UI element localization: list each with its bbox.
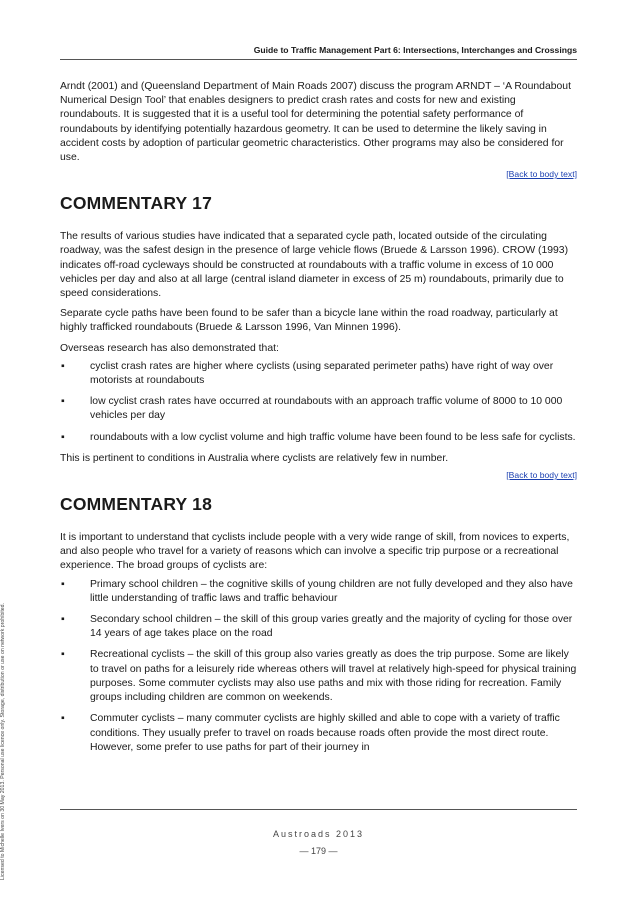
running-header: Guide to Traffic Management Part 6: Intersections, Interchanges and Crossings: [253, 45, 577, 55]
back-to-body-link[interactable]: [Back to body text]: [506, 169, 577, 180]
list-item: ▪ cyclist crash rates are higher where cyclists (using separated perimeter paths) have right of way over motorists at roundabouts: [61, 360, 554, 387]
commentary-17-paragraph-1: The results of various studies have indicated that a separated cycle path, located outside of the circulating roadway, was the safest design in the presence of large vehicle flows (Bruede & Larsson 1996). CROW (1993) indicates off-road cycleways should be constructed at roundabouts with a traffic volume in excess of 10 000 vehicles per day and also at all large (central island diameter in excess of 25 m) roundabouts, primarily due to speed considerations.: [60, 231, 569, 300]
list-item: ▪ low cyclist crash rates have occurred at roundabouts with an approach traffic volume of 8000 to 10 000 vehicles per day: [61, 396, 563, 422]
bullet-icon: ▪: [61, 614, 65, 626]
commentary-18-heading: COMMENTARY 18: [60, 494, 213, 515]
commentary-17-paragraph-4: This is pertinent to conditions in Australia where cyclists are relatively few in number.: [60, 452, 449, 464]
bullet-icon: ▪: [61, 396, 65, 408]
list-item: ▪ Primary school children – the cognitive skills of young children are not fully developed and they also have little understanding of traffic laws and traffic behaviour: [61, 578, 573, 604]
commentary-17-paragraph-2: Separate cycle paths have been found to be safer than a bicycle lane within the road roadway, particularly at highly trafficked roundabouts (Bruede & Larsson 1996, Van Minnen 1996).: [60, 308, 558, 334]
list-item: ▪ Secondary school children – the skill of this group varies greatly and the majority of cycling for those over 14 years of age takes place on the road: [61, 614, 573, 640]
back-link-container-2: [60, 470, 577, 480]
list-item: ▪ roundabouts with a low cyclist volume and high traffic volume have been found to be less safe for cyclists.: [60, 431, 577, 445]
list-item: ▪ Recreational cyclists – the skill of this group also varies greatly as does the trip purpose. Some are likely to travel on paths for a leisurely ride whereas others will travel at relatively high-speed for physical training purposes. Some commuter cyclists may also use paths and mix with those riding for recreation. Family groups including children are common on weekends.: [61, 649, 577, 704]
bullet-icon: ▪: [61, 431, 65, 443]
bullet-icon: ▪: [61, 713, 65, 725]
commentary-17-heading: COMMENTARY 17: [60, 193, 213, 214]
bullet-icon: ▪: [61, 578, 65, 590]
intro-paragraph: Arndt (2001) and (Queensland Department of Main Roads 2007) discuss the program ARNDT – ‘A Roundabout Numerical Design Tool’ that enables designers to predict crash rates and costs for new and existing roundabouts. It is suggested that it is a useful tool for determining the potential safety performance of roundabouts by identifying potentially hazardous geometry. It can be used to determine the likely saving in accident costs by adoption of particular geometric characteristics. Other programs may also be considered for use.: [60, 81, 571, 164]
footer-divider: [60, 809, 577, 810]
licence-watermark: Licensed to Michelle Ivers on 30 May 2013. Personal use licence only. Storage, distribution or use on network prohibited.: [0, 602, 6, 880]
back-to-body-link[interactable]: [Back to body text]: [506, 470, 577, 481]
back-link-container-1: [60, 169, 577, 179]
footer-publisher: Austroads 2013: [272, 829, 365, 839]
page-number: — 179 —: [299, 846, 338, 856]
commentary-17-paragraph-3: Overseas research has also demonstrated that:: [60, 342, 279, 354]
header-divider: [60, 59, 577, 60]
list-item: ▪ Commuter cyclists – many commuter cyclists are highly skilled and able to cope with a variety of traffic conditions. They usually prefer to travel on roads because roads often provide the most direct route. However, some prefer to use paths for part of their journey in: [61, 713, 560, 753]
commentary-18-paragraph-1: It is important to understand that cyclists include people with a very wide range of skill, from novices to experts, and also people who travel for a variety of reasons which can involve a specific trip purpose or a recreational experience. The broad groups of cyclists are:: [60, 532, 570, 572]
bullet-icon: ▪: [61, 360, 65, 372]
bullet-icon: ▪: [61, 649, 65, 661]
commentary-18-bullet-list: [60, 578, 577, 755]
page-content: [60, 80, 577, 762]
commentary-17-bullet-list: [60, 360, 577, 445]
